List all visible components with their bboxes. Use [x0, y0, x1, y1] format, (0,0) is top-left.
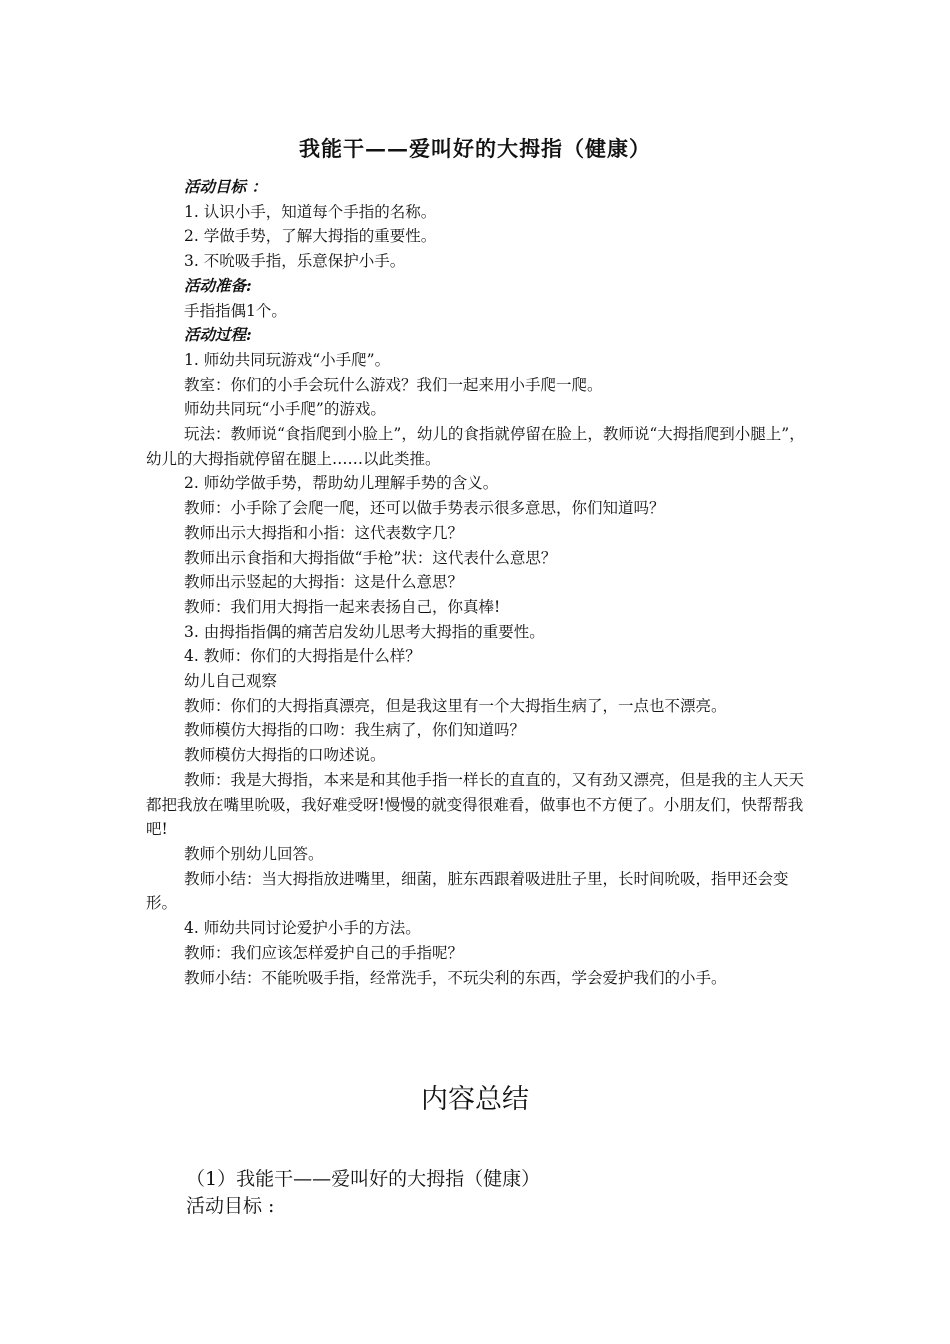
paragraph: 4. 教师：你们的大拇指是什么样？ — [184, 647, 421, 666]
summary-section — [186, 1166, 540, 1220]
document-title: 我能干——爱叫好的大拇指（健康） — [299, 136, 651, 161]
paragraph: 教师出示竖起的大拇指：这是什么意思？ — [184, 573, 464, 592]
paragraph: 2. 师幼学做手势，帮助幼儿理解手势的含义。 — [184, 474, 499, 493]
section-heading: 活动准备: — [184, 275, 252, 295]
paragraph: 教师小结：当大拇指放进嘴里，细菌，脏东西跟着吸进肚子里，长时间吮吸，指甲还会变形。 — [146, 869, 789, 913]
section-heading: 活动目标 ： — [184, 177, 267, 196]
paragraph: 4. 师幼共同讨论爱护小手的方法。 — [184, 919, 421, 938]
paragraph: 1. 师幼共同玩游戏“小手爬”。 — [184, 350, 391, 369]
paragraph: 教室：你们的小手会玩什么游戏？我们一起来用小手爬一爬。 — [184, 375, 603, 394]
paragraph: 教师：我是大拇指，本来是和其他手指一样长的直直的，又有劲又漂亮，但是我的主人天天都把我放在嘴里吮吸，我好难受呀!慢慢的就变得很难看，做事也不方便了。小朋友们，快帮帮我吧! — [146, 770, 805, 839]
summary-line-1: （1）我能干——爱叫好的大拇指（健康） — [186, 1168, 541, 1190]
paragraph: 教师出示大拇指和小指：这代表数字几？ — [184, 523, 464, 542]
paragraph: 2. 学做手势，了解大拇指的重要性。 — [184, 227, 437, 246]
paragraph: 教师模仿大拇指的口吻述说。 — [184, 746, 386, 765]
paragraph: 3. 不吮吸手指，乐意保护小手。 — [184, 252, 406, 271]
paragraph: 教师：你们的大拇指真漂亮，但是我这里有一个大拇指生病了，一点也不漂亮。 — [184, 696, 727, 715]
paragraph: 师幼共同玩“小手爬”的游戏。 — [184, 400, 386, 419]
paragraph: 幼儿自己观察 — [184, 672, 278, 691]
paragraph: 教师出示食指和大拇指做“手枪”状：这代表什么意思？ — [184, 548, 557, 567]
paragraph: 教师小结：不能吮吸手指，经常洗手，不玩尖利的东西，学会爱护我们的小手。 — [184, 968, 727, 987]
summary-title: 内容总结 — [421, 1084, 529, 1115]
paragraph: 教师：我们应该怎样爱护自己的手指呢？ — [184, 943, 464, 962]
paragraph: 教师模仿大拇指的口吻：我生病了，你们知道吗？ — [184, 721, 526, 740]
paragraph: 手指指偶1个。 — [184, 301, 287, 320]
section-heading: 活动过程: — [184, 325, 252, 345]
paragraph: 教师：小手除了会爬一爬，还可以做手势表示很多意思，你们知道吗？ — [184, 499, 665, 518]
paragraph: 教师个别幼儿回答。 — [184, 844, 324, 863]
summary-line-2: 活动目标 : — [186, 1195, 275, 1217]
document-body — [146, 175, 806, 990]
paragraph: 教师：我们用大拇指一起来表扬自己，你真棒! — [184, 597, 501, 616]
paragraph: 玩法：教师说“食指爬到小脸上”，幼儿的食指就停留在脸上，教师说“大拇指爬到小腿上”，幼儿的大拇指就停留在腿上……以此类推。 — [146, 425, 805, 468]
paragraph: 1. 认识小手，知道每个手指的名称。 — [184, 202, 437, 221]
paragraph: 3. 由拇指指偶的痛苦启发幼儿思考大拇指的重要性。 — [184, 622, 545, 641]
